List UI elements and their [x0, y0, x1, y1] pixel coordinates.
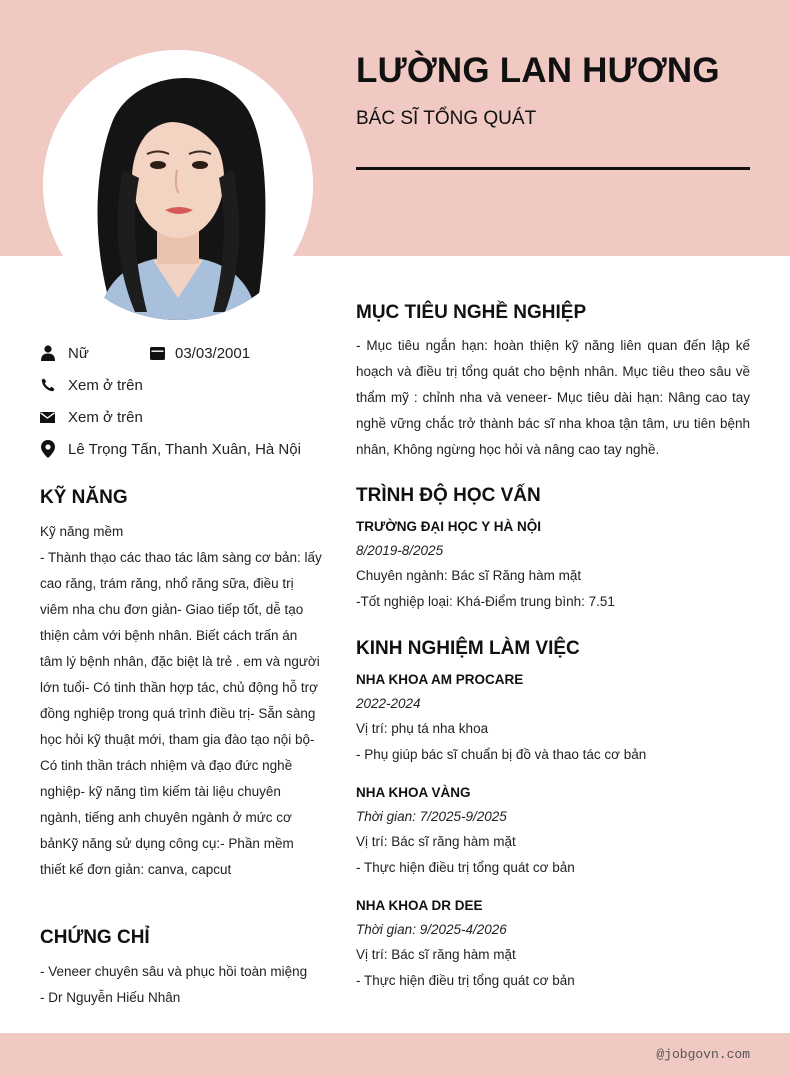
- footer-watermark: @jobgovn.com: [656, 1047, 750, 1062]
- education-grade: -Tốt nghiệp loại: Khá-Điểm trung bình: 7.51: [356, 594, 615, 609]
- job-title: BÁC SĨ TỔNG QUÁT: [356, 108, 537, 129]
- phone-value: Xem ở trên: [68, 376, 143, 394]
- birthdate-value: 03/03/2001: [175, 344, 251, 362]
- certificates-heading: CHỨNG CHỈ: [40, 927, 150, 948]
- calendar-icon: [150, 347, 165, 360]
- contact-gender: [40, 342, 89, 364]
- contact-address: [40, 438, 301, 460]
- objective-heading: MỤC TIÊU NGHỀ NGHIỆP: [356, 302, 587, 323]
- skills-heading: KỸ NĂNG: [40, 487, 128, 508]
- location-pin-icon: [40, 440, 55, 458]
- header-divider: [356, 167, 750, 170]
- person-icon: [40, 344, 55, 362]
- education-period: 8/2019-8/2025: [356, 543, 444, 558]
- contact-birthdate: [150, 342, 250, 364]
- job-duty: - Thực hiện điều trị tổng quát cơ bản: [356, 860, 575, 875]
- job-duty: - Thực hiện điều trị tổng quát cơ bản: [356, 973, 575, 988]
- skills-text: Kỹ năng mềm - Thành thạo các thao tác lâm sàng cơ bản: lấy cao răng, trám răng, nhổ răng sữa, điều trị viêm nha chu đơn giản- Giao tiếp tốt, dễ tạo thiện cảm với bệnh nhân. Biết cách trấn án tâm lý bệnh nhân, đặc biệt là trẻ . em và người lớn tuổi- Có tinh thần hợp tác, chủ động hỗ trợ đồng nghiệp trong quá trình điều trị- Sẵn sàng học hỏi kỹ thuật mới, tham gia đào tạo nội bộ- Có tinh thần trách nhiệm và đạo đức nghề nghiệp- kỹ năng tìm kiếm tài liệu chuyên ngành, tiếng anh chuyên ngành ở mức cơ bảnKỹ năng sử dụng công cụ:- Phần mềm thiết kế đơn giản: canva, capcut: [40, 524, 322, 877]
- education-school: TRƯỜNG ĐẠI HỌC Y HÀ NỘI: [356, 519, 541, 534]
- experience-heading: KINH NGHIỆM LÀM VIỆC: [356, 638, 580, 659]
- candidate-name: LƯỜNG LAN HƯƠNG: [356, 51, 720, 90]
- email-value: Xem ở trên: [68, 408, 143, 426]
- profile-photo-graphic: [43, 50, 313, 320]
- job-duty: - Phụ giúp bác sĩ chuẩn bị đồ và thao tác cơ bản: [356, 747, 647, 762]
- job-period: Thời gian: 9/2025-4/2026: [356, 922, 507, 937]
- education-heading: TRÌNH ĐỘ HỌC VẤN: [356, 485, 541, 506]
- gender-value: Nữ: [68, 344, 89, 362]
- job-position: Vị trí: Bác sĩ răng hàm mặt: [356, 947, 516, 962]
- contact-email: [40, 406, 143, 428]
- job-position: Vị trí: phụ tá nha khoa: [356, 721, 489, 736]
- job-period: Thời gian: 7/2025-9/2025: [356, 809, 507, 824]
- phone-icon: [40, 376, 55, 394]
- profile-photo: [43, 50, 313, 320]
- job-company: NHA KHOA DR DEE: [356, 898, 483, 913]
- contact-phone: [40, 374, 143, 396]
- certificate-item: - Veneer chuyên sâu và phục hồi toàn miệng: [40, 964, 308, 979]
- certificate-item: - Dr Nguyễn Hiếu Nhân: [40, 990, 181, 1005]
- email-icon: [40, 408, 55, 426]
- job-period: 2022-2024: [356, 696, 421, 711]
- job-company: NHA KHOA AM PROCARE: [356, 672, 524, 687]
- job-position: Vị trí: Bác sĩ răng hàm mặt: [356, 834, 516, 849]
- objective-text: - Mục tiêu ngắn hạn: hoàn thiện kỹ năng liên quan đến lập kế hoạch và điều trị tổng quát cho bệnh nhân. Mục tiêu theo sâu về thẩm mỹ : chỉnh nha và veneer- Mục tiêu dài hạn: Nâng cao tay nghề vững chắc trở thành bác sĩ nha khoa tận tâm, ưu tiên bệnh nhân, Không ngừng học hỏi và nâng cao tay nghề.: [356, 338, 750, 457]
- address-value: Lê Trọng Tấn, Thanh Xuân, Hà Nội: [68, 440, 301, 458]
- education-major: Chuyên ngành: Bác sĩ Răng hàm mặt: [356, 568, 582, 583]
- job-company: NHA KHOA VÀNG: [356, 785, 471, 800]
